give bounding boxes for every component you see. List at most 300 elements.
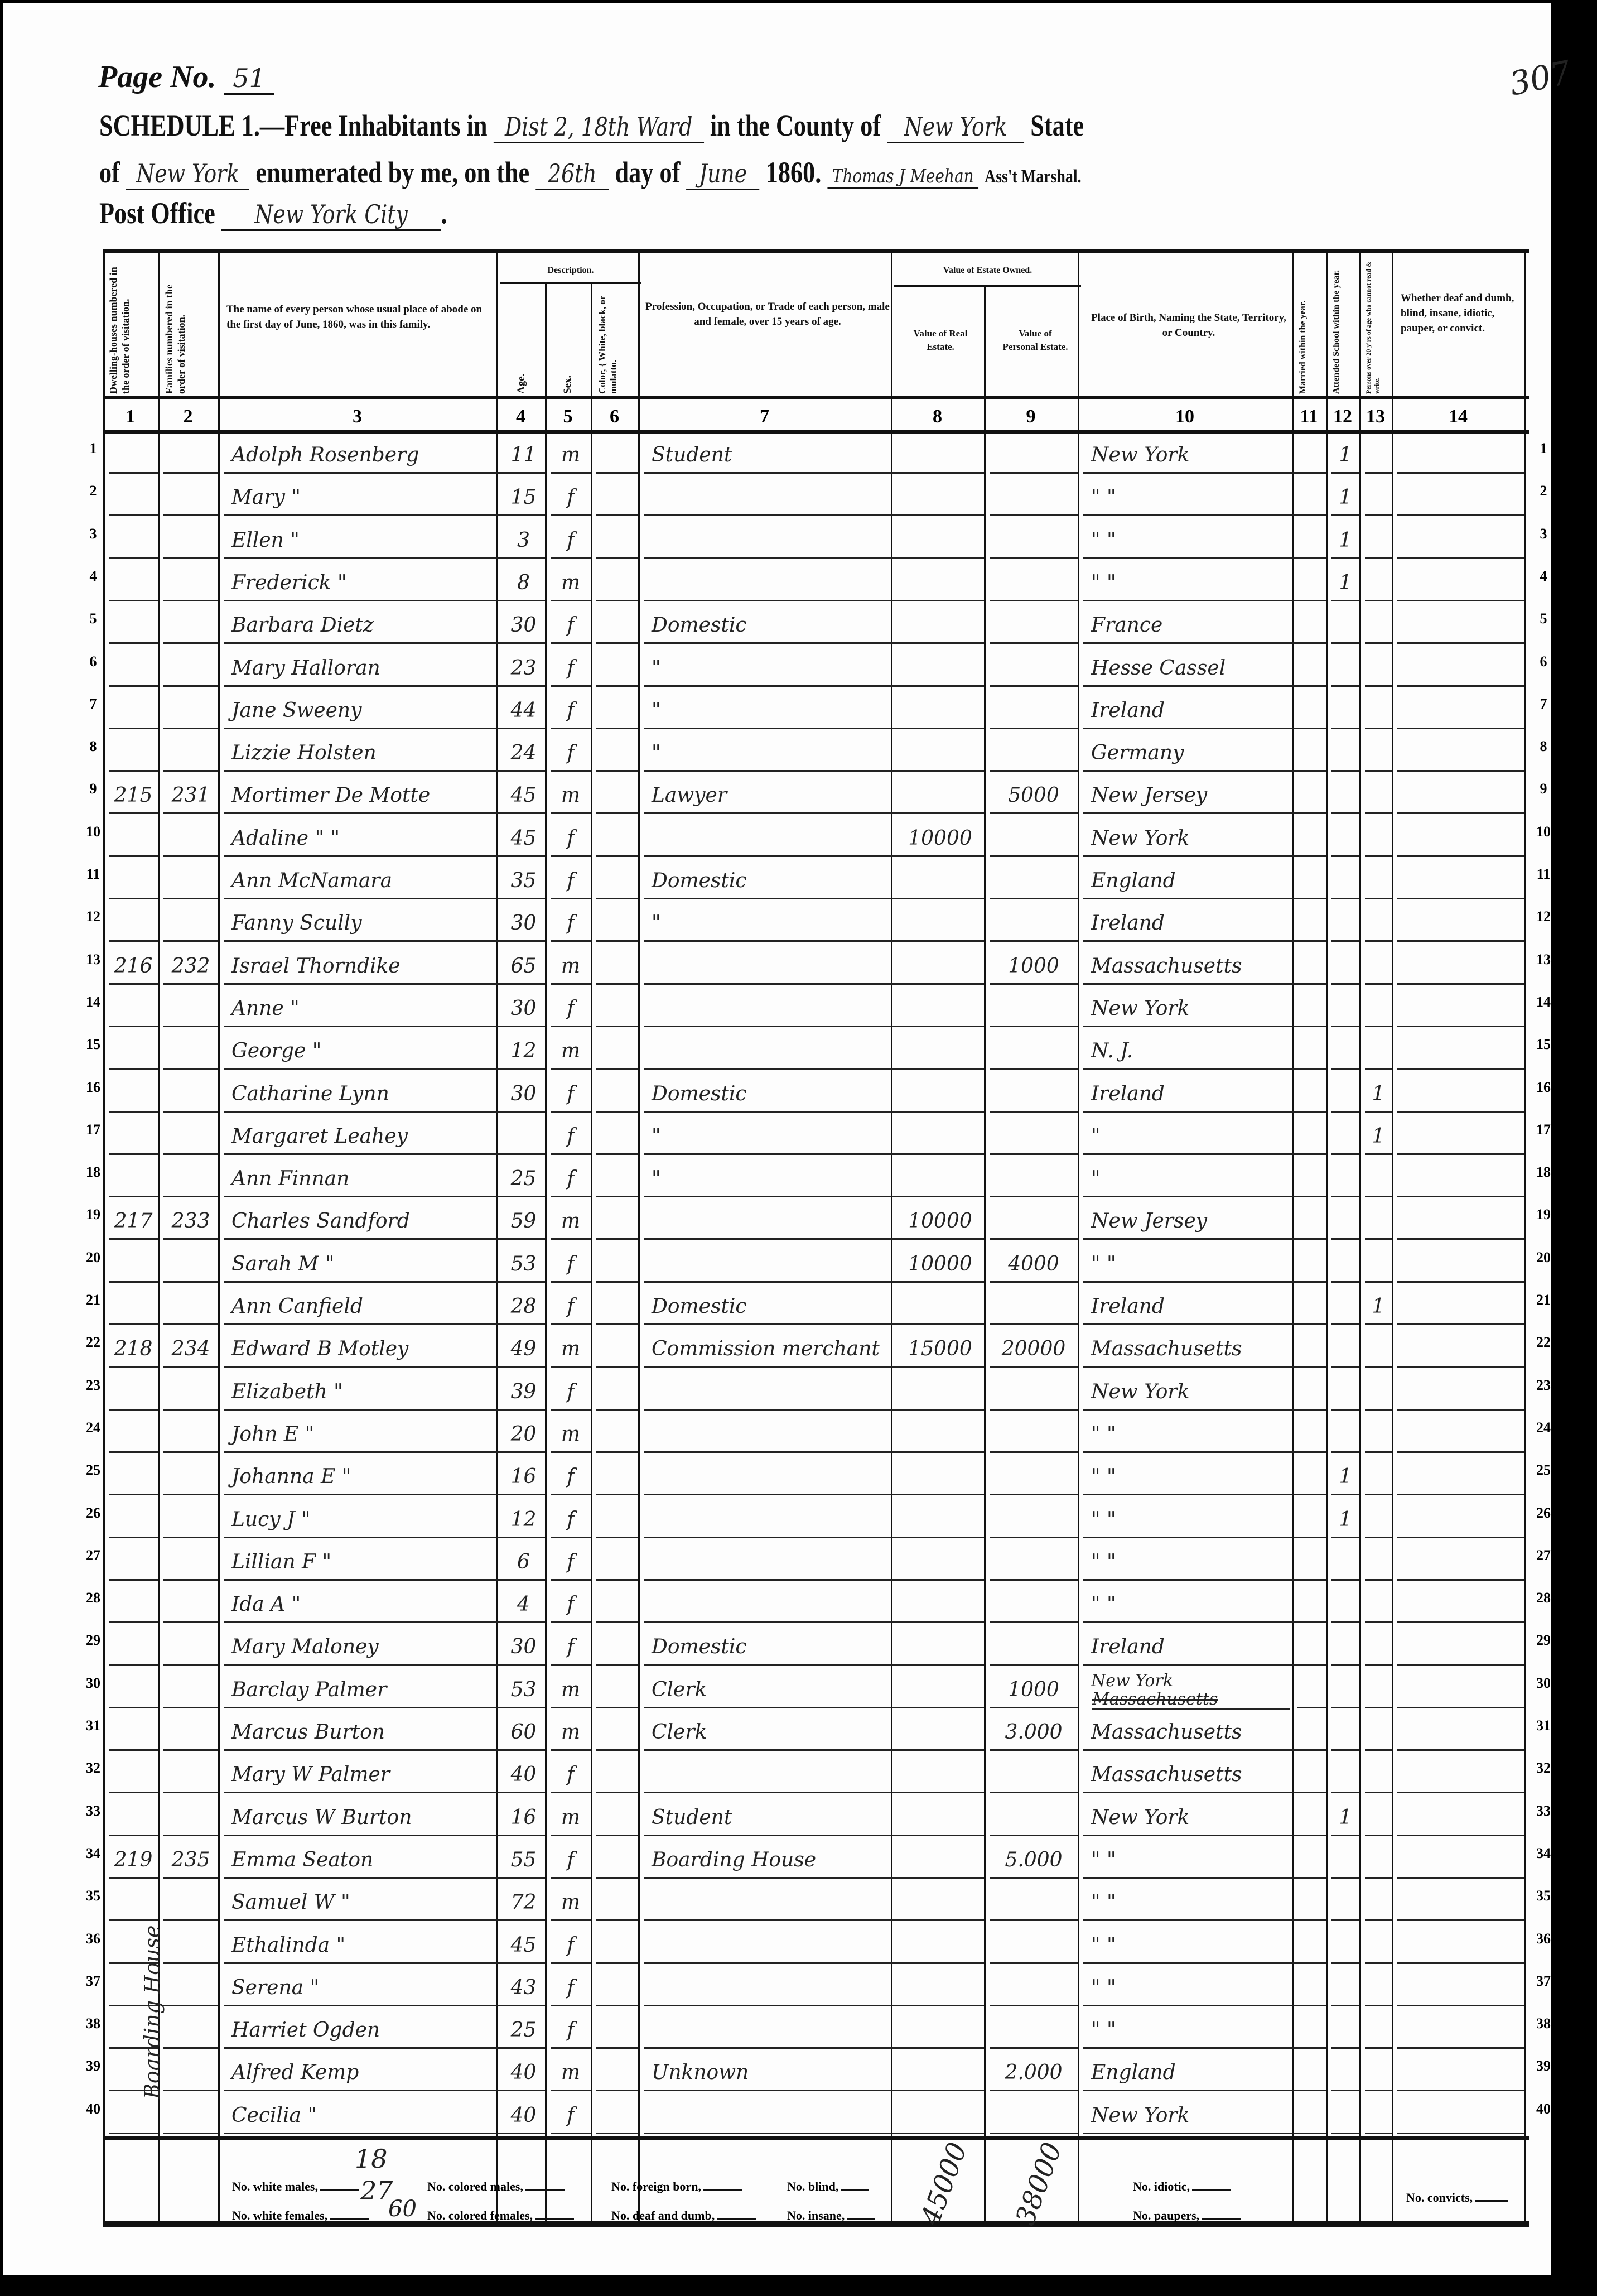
line-number: 3 [1540,525,1547,542]
line-number: 16 [86,1079,100,1095]
cell-empty [1297,1546,1326,1581]
table-row [86,1626,1551,1669]
table-row [86,1967,1551,2010]
cell-birth: " " [1083,481,1300,516]
cell-occ [644,1588,899,1623]
cell-pers [990,2014,1078,2049]
cell-school [1331,992,1359,1027]
cell-empty [596,1375,638,1411]
cell-empty [596,1886,638,1921]
day-of-label: day of [615,156,681,189]
table-row [89,477,1547,519]
cell-pers [990,652,1078,687]
cell-illit [1365,1162,1392,1197]
cell-illit [1365,992,1392,1027]
cell-pers [990,1929,1078,1964]
cell-birth: " [1083,1120,1300,1155]
cell-name: Frederick " [224,566,504,601]
cell-empty [1397,652,1524,687]
cell-empty [596,1120,638,1155]
cell-empty [1397,566,1524,601]
cell-birth: New York [1091,1672,1173,1689]
cell-school [1331,2056,1359,2091]
cell-sex: f [551,1546,591,1581]
line-number: 17 [1536,1121,1551,1138]
cell-empty [1297,864,1326,899]
cell-occ: Lawyer [644,779,899,814]
cell-dw [109,992,158,1027]
cell-dw [109,652,158,687]
cell-fam [163,1716,218,1751]
cell-empty [1297,1290,1326,1325]
cell-real [896,566,984,601]
cell-illit [1365,652,1392,687]
cell-real [896,524,984,559]
cell-dw [109,566,158,601]
of-label: of [99,156,120,189]
cell-name: Alfred Kemp [224,2056,504,2091]
cell-fam [163,992,218,1027]
cell-dw: 217 [109,1205,158,1240]
cell-school [1331,1630,1359,1666]
cell-age: 30 [502,1630,545,1666]
cell-birth: Ireland [1083,1290,1300,1325]
cell-school [1331,1332,1359,1368]
line-number: 28 [1536,1590,1551,1606]
cell-real [896,1716,984,1751]
cell-sex: m [551,1205,591,1240]
cell-empty [1397,950,1524,985]
cell-occ [644,566,899,601]
cell-dw [109,694,158,729]
line-number: 15 [86,1036,100,1053]
cell-empty [1297,1758,1326,1793]
cell-empty [596,1034,638,1070]
cell-name: Catharine Lynn [224,1077,504,1113]
cell-empty [596,1205,638,1240]
cell-real [896,779,984,814]
line-number: 4 [89,567,97,584]
col12-header: Attended School within the year. [1331,269,1341,394]
cell-empty [1297,609,1326,644]
cell-occ: " [644,907,899,942]
cell-sex: f [551,1843,591,1879]
description-underline [500,282,641,284]
cell-empty [1297,822,1326,857]
line-number: 18 [86,1164,100,1181]
cell-empty [1397,1077,1524,1113]
cell-birth: France [1083,609,1300,644]
line-number: 33 [1536,1802,1551,1819]
cell-empty [596,737,638,772]
idiotic-label: No. idiotic, [1133,2179,1190,2193]
cell-pers [990,1588,1078,1623]
cell-age: 28 [502,1290,545,1325]
cell-school [1331,609,1359,644]
cell-empty [1297,779,1326,814]
column-number: 10 [1175,406,1194,427]
cell-name: Lizzie Holsten [224,737,504,772]
column-number: 7 [760,406,769,427]
cell-dw [109,481,158,516]
cell-name: Serena " [224,1971,504,2006]
cell-occ [644,481,899,516]
footer-colored-males [427,2179,565,2194]
line-number: 34 [86,1845,100,1861]
cell-fam [163,481,218,516]
table-row [86,1584,1551,1626]
line-number: 33 [86,1802,100,1819]
cell-empty [596,1162,638,1197]
cell-illit [1365,1630,1392,1666]
cell-school [1331,1843,1359,1879]
cell-empty [1297,1929,1326,1964]
cell-empty [596,907,638,942]
cell-real [896,1886,984,1921]
line-number: 1 [1540,440,1547,456]
table-row [86,860,1551,903]
cell-school: 1 [1331,481,1359,516]
county-label: in the County of [710,109,881,142]
cell-real [896,1503,984,1538]
cell-illit [1365,1716,1392,1751]
cell-empty [596,1588,638,1623]
cell-real [896,1801,984,1836]
cell-dw [109,1375,158,1411]
table-row [86,2010,1551,2052]
cell-empty [1397,1673,1524,1708]
line-number: 38 [86,2015,100,2032]
cell-dw: 219 [109,1843,158,1879]
cell-sex: m [551,1332,591,1368]
cell-occ: Domestic [644,1290,899,1325]
cell-school [1331,1034,1359,1070]
cell-age: 24 [502,737,545,772]
cell-empty [1397,864,1524,899]
cell-empty [596,524,638,559]
cell-occ [644,1248,899,1283]
cell-school: 1 [1331,1801,1359,1836]
cell-age: 65 [502,950,545,985]
cell-empty [1297,1077,1326,1113]
cell-name: Mary " [224,481,504,516]
table-row [86,1201,1551,1243]
column-number: 6 [610,406,619,427]
cell-empty [1397,1630,1524,1666]
cell-empty [1297,524,1326,559]
cell-pers [990,1630,1078,1666]
cell-fam [163,1758,218,1793]
cell-real [896,992,984,1027]
line-number: 27 [86,1547,100,1563]
cell-fam [163,1801,218,1836]
cell-pers [990,1375,1078,1411]
cell-pers [990,1503,1078,1538]
estate-rule [894,285,1081,287]
cell-real [896,950,984,985]
cell-dw [109,1801,158,1836]
cell-illit [1365,524,1392,559]
line-number: 24 [1536,1419,1551,1436]
cell-dw [109,1120,158,1155]
cell-real [896,1120,984,1155]
line-number: 9 [1540,781,1547,797]
cell-sex: m [551,950,591,985]
line-number: 37 [86,1972,100,1989]
cell-age: 40 [502,2099,545,2134]
cell-age: 35 [502,864,545,899]
table-row [86,1754,1551,1797]
cell-empty [1297,950,1326,985]
line-number: 29 [1536,1632,1551,1649]
cell-age: 25 [502,2014,545,2049]
cell-real [896,1630,984,1666]
table-row [86,818,1551,860]
cell-name: Israel Thorndike [224,950,504,985]
cell-sex: f [551,694,591,729]
line-number: 21 [86,1292,100,1308]
cell-occ [644,1205,899,1240]
state-field: New York [126,158,249,190]
cell-fam [163,2014,218,2049]
page-number-line [98,59,274,95]
cell-occ: Clerk [644,1673,899,1708]
line-number: 5 [1540,610,1547,627]
cell-real [896,864,984,899]
cell-pers [990,822,1078,857]
cell-birth: New York [1083,1375,1300,1411]
cell-pers: 20000 [990,1332,1078,1368]
marshal-label: Ass't Marshal. [985,166,1082,187]
cell-real [896,694,984,729]
cell-real [896,1588,984,1623]
cell-name: Lillian F " [224,1546,504,1581]
cell-sex: m [551,1034,591,1070]
cell-empty [1397,992,1524,1027]
cell-empty [1397,1332,1524,1368]
cell-dw [109,1290,158,1325]
cell-empty [596,864,638,899]
cell-dw [109,1162,158,1197]
cell-fam [163,1588,218,1623]
cell-empty [1297,1673,1326,1708]
cell-empty [1297,737,1326,772]
struck-birthplace: Massachusetts [1092,1691,1290,1710]
cell-name: Johanna E " [224,1460,504,1495]
cell-age: 6 [502,1546,545,1581]
table-row [86,1499,1551,1542]
cell-fam [163,1929,218,1964]
column-number: 11 [1300,406,1318,427]
cell-school [1331,1205,1359,1240]
cell-empty [596,694,638,729]
month-field: June [686,158,759,190]
cell-pers [990,524,1078,559]
margin-note: Boarding House [140,1925,165,2099]
cell-empty [596,1503,638,1538]
cell-fam [163,609,218,644]
cell-fam: 233 [163,1205,218,1240]
cell-school [1331,737,1359,772]
cell-age: 12 [502,1503,545,1538]
cell-name: George " [224,1034,504,1070]
cell-school [1331,1077,1359,1113]
total-note: 60 [388,2196,417,2222]
cell-empty [596,439,638,474]
cell-school [1331,1673,1359,1708]
table-row [86,1669,1551,1712]
cell-school [1331,950,1359,985]
cell-birth: England [1083,864,1300,899]
cell-name: Ethalinda " [224,1929,504,1964]
year-label: 1860. [765,156,822,189]
cell-real: 10000 [896,1205,984,1240]
cell-occ [644,1971,899,2006]
cell-empty [1297,1248,1326,1283]
cell-real [896,652,984,687]
cell-fam [163,1630,218,1666]
cell-empty [1397,1460,1524,1495]
cell-empty [596,2014,638,2049]
cell-occ [644,992,899,1027]
cell-dw [109,1077,158,1113]
cell-birth: " " [1083,1886,1300,1921]
cell-age [502,1120,545,1155]
cell-age: 11 [502,439,545,474]
cell-empty [1397,737,1524,772]
cell-sex: f [551,864,591,899]
cell-occ: Domestic [644,1630,899,1666]
cell-empty [1397,481,1524,516]
col5-header: Sex. [562,375,573,394]
cell-birth: Ireland [1083,694,1300,729]
cell-name: Adaline " " [224,822,504,857]
cell-dw [109,524,158,559]
cell-occ [644,2014,899,2049]
cell-pers [990,1801,1078,1836]
line-number: 32 [86,1760,100,1777]
cell-fam [163,1886,218,1921]
line-number: 5 [89,610,97,627]
cell-empty [1297,1843,1326,1879]
cell-pers: 1000 [990,950,1078,985]
schedule-label: SCHEDULE 1.—Free Inhabitants in [99,109,488,142]
cell-illit [1365,907,1392,942]
cell-school: 1 [1331,439,1359,474]
column-number: 12 [1333,406,1352,427]
cell-age: 40 [502,1758,545,1793]
cell-illit [1365,566,1392,601]
cell-empty [596,1077,638,1113]
cell-name: Harriet Ogden [224,2014,504,2049]
cell-empty [1397,822,1524,857]
cell-name: Ann Finnan [224,1162,504,1197]
cell-empty [596,822,638,857]
cell-name: Cecilia " [224,2099,504,2134]
line-number: 2 [1540,483,1547,499]
cell-age: 30 [502,907,545,942]
cell-birth: " " [1083,1929,1300,1964]
table-row [86,1925,1551,1967]
cell-sex: f [551,1929,591,1964]
cell-fam [163,864,218,899]
cell-empty [596,2056,638,2091]
cell-dw [109,1630,158,1666]
cell-fam [163,1460,218,1495]
cell-sex: f [551,652,591,687]
column-number: 13 [1366,406,1385,427]
cell-empty [1297,1034,1326,1070]
personal-estate-total: 38000 [1009,2138,1068,2230]
cell-real [896,1077,984,1113]
table-row [89,605,1547,647]
cell-empty [1397,1971,1524,2006]
cell-fam [163,524,218,559]
cell-illit [1365,1971,1392,2006]
cell-sex: m [551,1418,591,1453]
footer-foreign-born [611,2179,742,2194]
cell-fam: 234 [163,1332,218,1368]
cell-empty [1397,1929,1524,1964]
cell-occ [644,2099,899,2134]
cell-birth: Ireland [1083,1077,1300,1113]
cell-name: Mary Maloney [224,1630,504,1666]
cell-real [896,1034,984,1070]
line-number: 18 [1536,1164,1551,1181]
cell-birth: England [1083,2056,1300,2091]
cell-sex: f [551,1588,591,1623]
cell-empty [596,1801,638,1836]
line-number: 10 [1536,823,1551,840]
cell-fam [163,2056,218,2091]
footer-deaf-dumb [611,2208,756,2223]
cell-school [1331,1588,1359,1623]
cell-empty [1297,992,1326,1027]
cell-empty [1397,1205,1524,1240]
blind-label: No. blind, [787,2179,839,2193]
enumeration-line [99,155,1082,190]
cell-dw [109,439,158,474]
cell-illit [1365,1886,1392,1921]
table-row [86,1882,1551,1924]
cell-real [896,1162,984,1197]
cell-age: 53 [502,1248,545,1283]
col14-header: Whether deaf and dumb, blind, insane, idiotic, pauper, or convict. [1401,292,1514,334]
cell-illit [1365,1205,1392,1240]
foreign-born-label: No. foreign born, [611,2179,701,2193]
cell-empty [596,609,638,644]
cell-age: 30 [502,1077,545,1113]
cell-fam [163,907,218,942]
cell-illit [1365,1332,1392,1368]
schedule-line [99,108,1084,143]
cell-real [896,1460,984,1495]
cell-empty [1397,1418,1524,1453]
cell-age: 12 [502,1034,545,1070]
white-females-value: 27 [360,2175,393,2206]
line-number: 11 [86,866,100,882]
cell-illit [1365,1929,1392,1964]
cell-fam [163,1034,218,1070]
cell-occ: Boarding House [644,1843,899,1879]
cell-birth: Ireland [1083,1630,1300,1666]
cell-empty [1297,1801,1326,1836]
cell-school [1331,1418,1359,1453]
cell-occ [644,1503,899,1538]
cell-dw [109,1248,158,1283]
cell-empty [1297,1418,1326,1453]
line-number: 13 [86,951,100,968]
